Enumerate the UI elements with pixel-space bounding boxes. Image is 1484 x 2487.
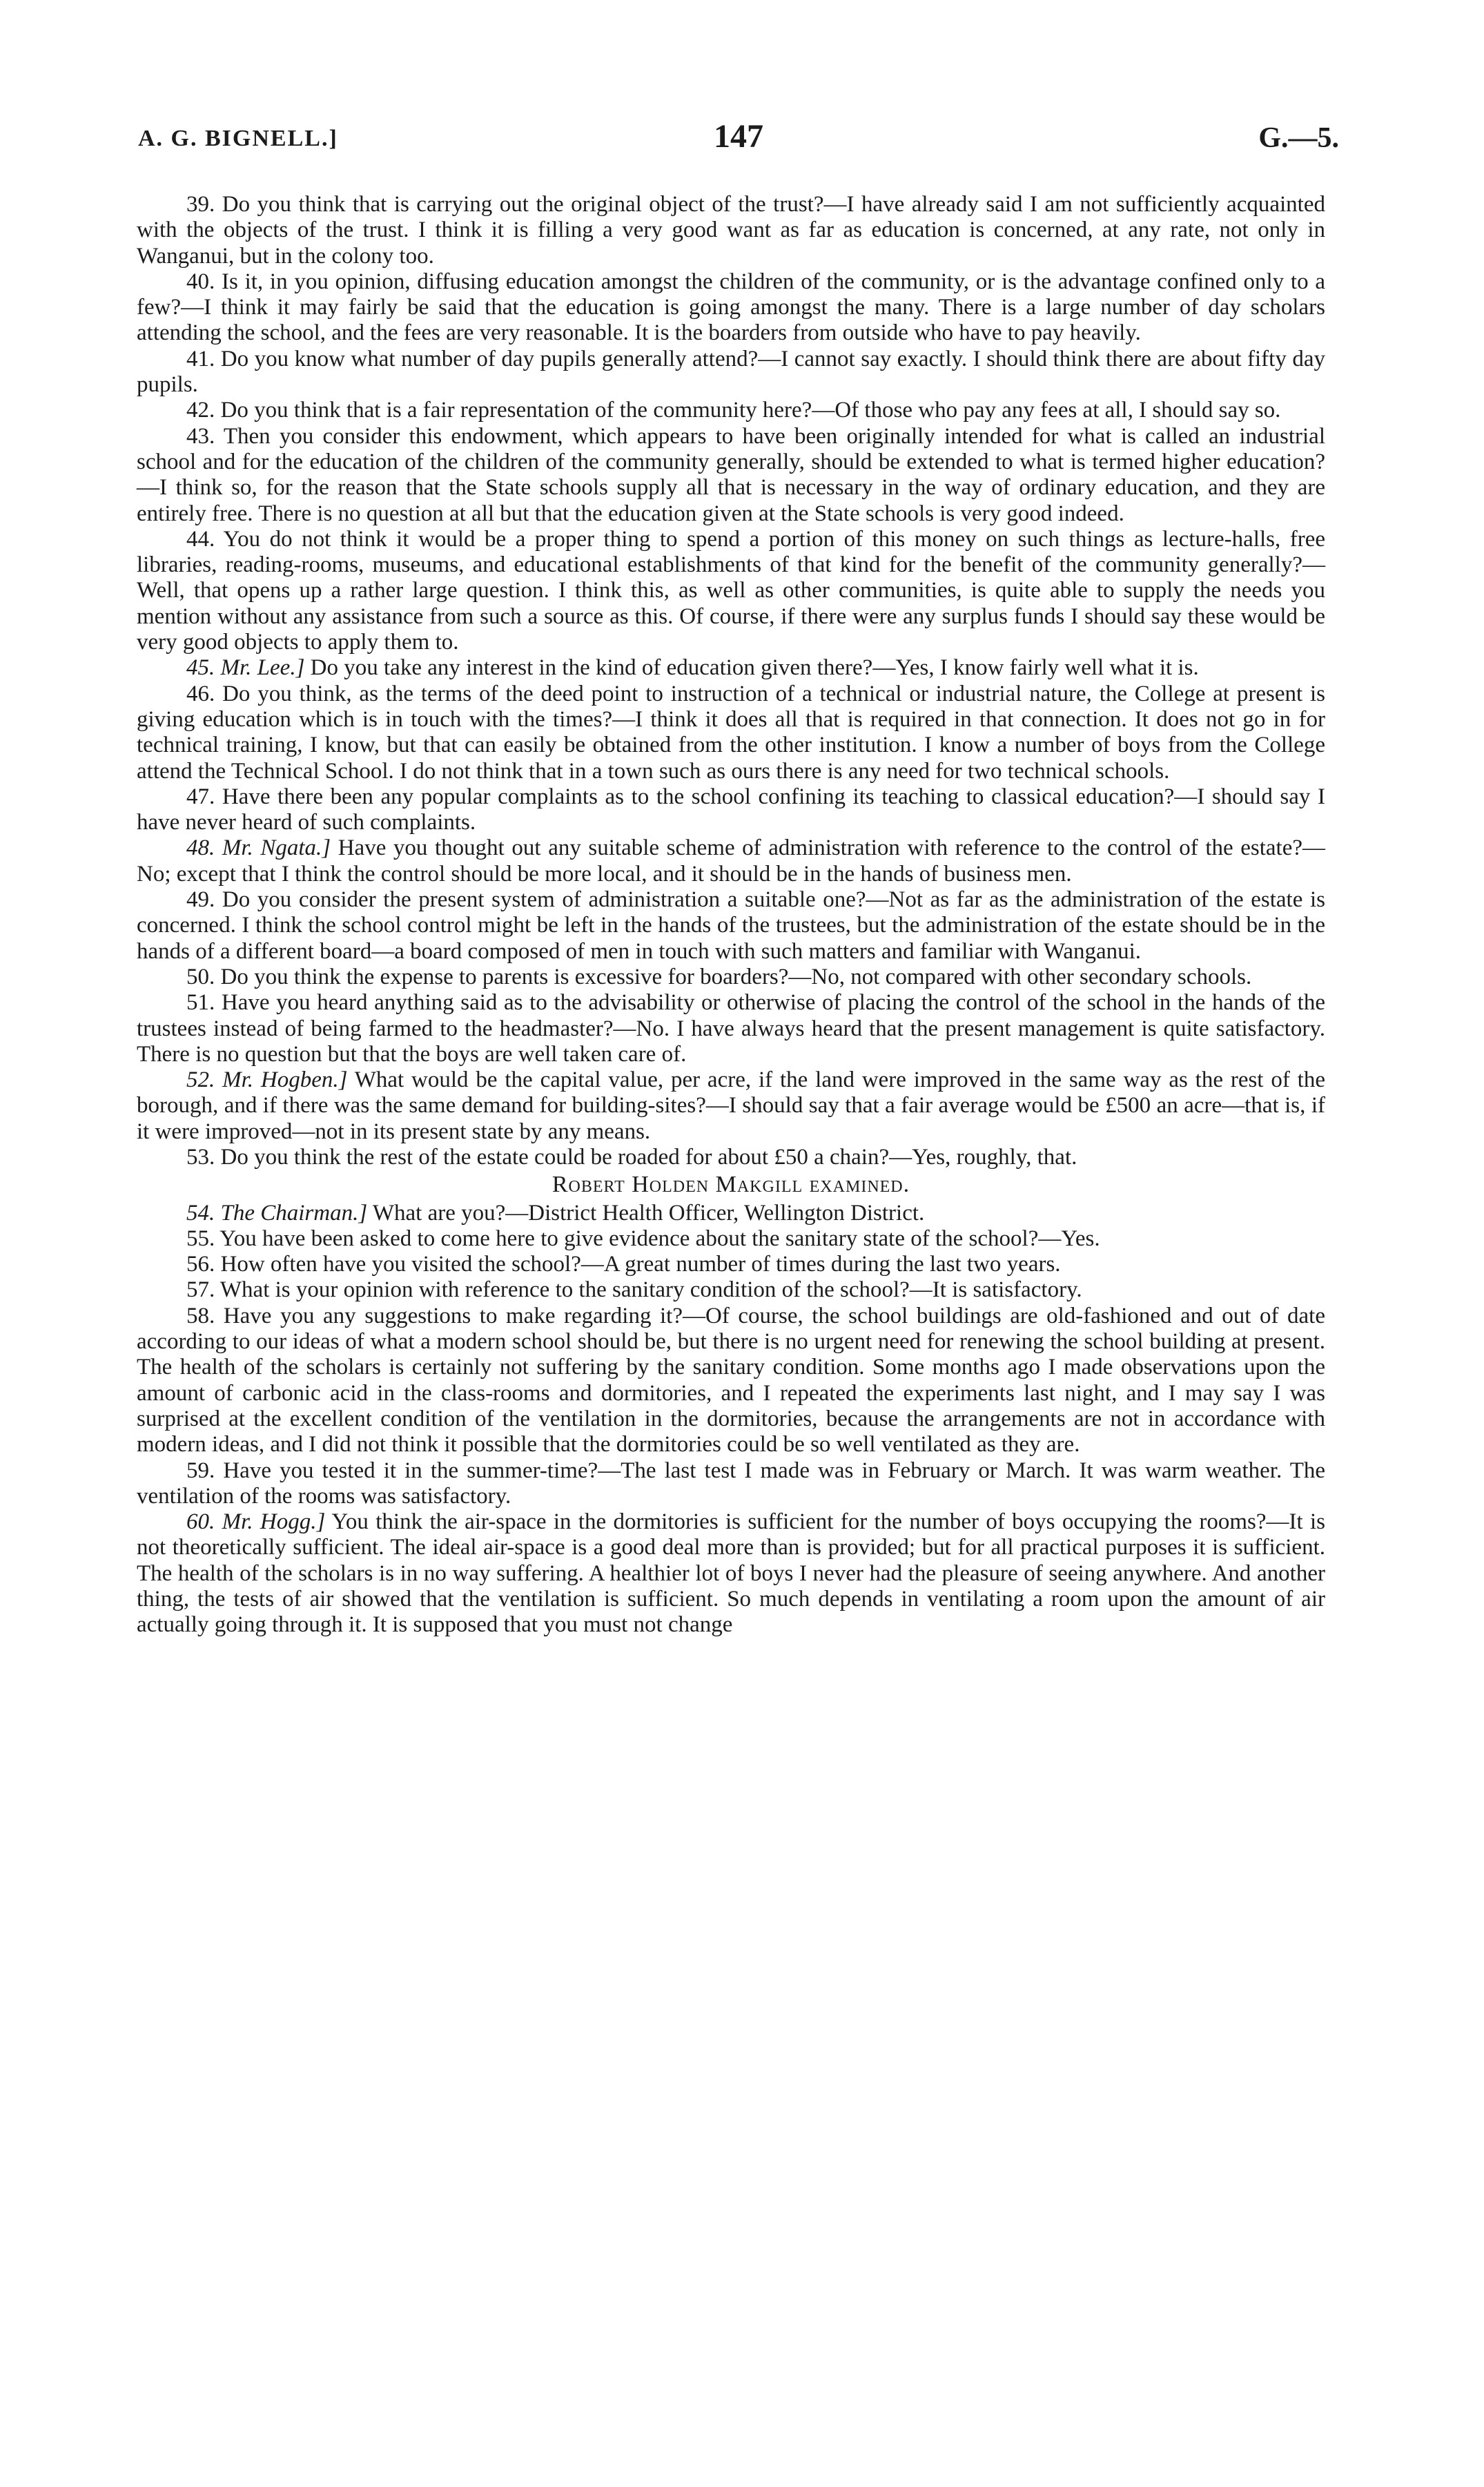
paragraph-text: 40. Is it, in you opinion, diffusing education amongst the children of the community, or is the advantage confined only to a few?—I think it may fairly be said that the education is going amongst the many. There is a large number of day scholars attending the school, and the fees are very reasonable. It is the boarders from outside who have to pay heavily.: [137, 269, 1325, 346]
question-answer-paragraph: [137, 784, 1325, 836]
question-answer-paragraph: [137, 1277, 1325, 1303]
paragraph-text: 43. Then you consider this endowment, which appears to have been originally intended for what is called an industrial school and for the education of the children of the community generally, should be extended to what is termed higher education?—I think so, for the reason that the State schools supply all that is necessary in the way of ordinary education, and they are entirely free. There is no question at all but that the education given at the State schools is very good indeed.: [137, 423, 1325, 526]
paragraph-text: 55. You have been asked to come here to give evidence about the sanitary state of the school?—Yes.: [186, 1226, 1100, 1251]
speaker-label: 48. Mr. Ngata.]: [186, 835, 331, 861]
question-answer-paragraph: [137, 424, 1325, 527]
document-reference: G.—5.: [1258, 122, 1339, 154]
question-answer-paragraph: [137, 835, 1325, 887]
page-body: [137, 192, 1325, 1638]
paragraph-text: 50. Do you think the expense to parents is excessive for boarders?—No, not compared with other secondary schools.: [186, 964, 1252, 989]
paragraph-text: Do you take any interest in the kind of education given there?—Yes, I know fairly well what it is.: [304, 655, 1199, 681]
question-answer-paragraph: [137, 1226, 1325, 1252]
paragraph-text: 46. Do you think, as the terms of the deed point to instruction of a technical or industrial nature, the College at present is giving education which is in touch with the times?—I think it does all that is required in that connection. It does not go in for technical training, I know, but that can easily be obtained from the other institution. I know a number of boys from the College attend the Technical School. I do not think that in a town such as ours there is any need for two technical schools.: [137, 681, 1325, 784]
question-answer-paragraph: [137, 965, 1325, 990]
paragraph-text: 51. Have you heard anything said as to the advisability or otherwise of placing the control of the school in the hands of the trustees instead of being farmed to the headmaster?—No. I have always heard that the present management is quite satisfactory. There is no question but that the boys are well taken care of.: [137, 990, 1325, 1067]
question-answer-paragraph: [137, 1201, 1325, 1226]
paragraph-text: Have you thought out any suitable scheme of administration with reference to the control of the estate?—No; except that I think the control should be more local, and it should be in the hands of business men.: [137, 835, 1325, 887]
header-witness-name: A. G. BIGNELL.]: [138, 126, 338, 151]
question-answer-paragraph: [137, 1067, 1325, 1145]
testimony-section-1: [137, 192, 1325, 1170]
paragraph-text: 44. You do not think it would be a proper thing to spend a portion of this money on such things as lecture-halls, free libraries, reading-rooms, museums, and educational establishments of that kind for the benefit of the community generally?—Well, that opens up a rather large question. I think this, as well as other communities, is quite able to supply the needs you mention without any assistance from such a source as this. Of course, if there were any surplus funds I should say these would be very good objects to apply them to.: [137, 526, 1325, 655]
speaker-label: 45. Mr. Lee.]: [186, 655, 305, 681]
testimony-section-2: [137, 1201, 1325, 1638]
paragraph-text: What are you?—District Health Officer, Wellington District.: [367, 1200, 925, 1226]
question-answer-paragraph: [137, 269, 1325, 347]
question-answer-paragraph: [137, 398, 1325, 423]
page-header: [138, 117, 1339, 166]
speaker-label: 54. The Chairman.]: [186, 1200, 368, 1226]
paragraph-text: 53. Do you think the rest of the estate could be roaded for about £50 a chain?—Yes, roughly, that.: [186, 1144, 1077, 1170]
question-answer-paragraph: [137, 681, 1325, 784]
speaker-label: 60. Mr. Hogg.]: [186, 1509, 326, 1535]
question-answer-paragraph: [137, 347, 1325, 398]
paragraph-text: 47. Have there been any popular complaints as to the school confining its teaching to classical education?—I should say I have never heard of such complaints.: [137, 784, 1325, 835]
paragraph-text: 49. Do you consider the present system of administration a suitable one?—Not as far as the administration of the estate is concerned. I think the school control might be left in the hands of the trustees, but the administration of the estate should be in the hands of a different board—a board composed of men in touch with such matters and familiar with Wanganui.: [137, 887, 1325, 964]
question-answer-paragraph: [137, 192, 1325, 269]
paragraph-text: You think the air-space in the dormitories is sufficient for the number of boys occupying the rooms?—It is not theoretically sufficient. The ideal air-space is a good deal more than is provided; but for all practical purposes it is sufficient. The health of the scholars is in no way suffering. A healthier lot of boys I never had the pleasure of seeing anywhere. And another thing, the tests of air showed that the ventilation is sufficient. So much depends in ventilating a room upon the amount of air actually going through it. It is supposed that you must not change: [137, 1509, 1325, 1638]
question-answer-paragraph: [137, 527, 1325, 655]
question-answer-paragraph: [137, 1252, 1325, 1277]
paragraph-text: 41. Do you know what number of day pupils generally attend?—I cannot say exactly. I should think there are about fifty day pupils.: [137, 346, 1325, 398]
question-answer-paragraph: [137, 1458, 1325, 1510]
page-number: 147: [714, 118, 763, 155]
question-answer-paragraph: [137, 887, 1325, 965]
question-answer-paragraph: [137, 1304, 1325, 1458]
paragraph-text: 57. What is your opinion with reference to the sanitary condition of the school?—It is satisfactory.: [186, 1277, 1082, 1303]
question-answer-paragraph: [137, 1145, 1325, 1170]
paragraph-text: 42. Do you think that is a fair representation of the community here?—Of those who pay any fees at all, I should say so.: [186, 398, 1281, 423]
paragraph-text: What would be the capital value, per acre, if the land were improved in the same way as the rest of the borough, and if there was the same demand for building-sites?—I should say that a fair average would be £500 an acre—that is, if it were improved—not in its present state by any means.: [137, 1067, 1325, 1144]
paragraph-text: 59. Have you tested it in the summer-time?—The last test I made was in February or March. It was warm weather. The ventilation of the rooms was satisfactory.: [137, 1458, 1325, 1509]
paragraph-text: 39. Do you think that is carrying out the original object of the trust?—I have already said I am not sufficiently acquainted with the objects of the trust. I think it is filling a very good want as far as education is concerned, at any rate, not only in Wanganui, but in the colony too.: [137, 192, 1325, 269]
question-answer-paragraph: [137, 990, 1325, 1067]
question-answer-paragraph: [137, 1509, 1325, 1638]
paragraph-text: 56. How often have you visited the school?—A great number of times during the last two years.: [186, 1252, 1061, 1277]
question-answer-paragraph: [137, 655, 1325, 681]
speaker-label: 52. Mr. Hogben.]: [186, 1067, 348, 1093]
paragraph-text: 58. Have you any suggestions to make regarding it?—Of course, the school buildings are old-fashioned and out of date according to our ideas of what a modern school should be, but there is no urgent need for renewing the school building at present. The health of the scholars is certainly not suffering by the sanitary condition. Some months ago I made observations upon the amount of carbonic acid in the class-rooms and dormitories, and I repeated the experiments last night, and I may say I was surprised at the excellent condition of the ventilation in the dormitories, because the arrangements are not in accordance with modern ideas, and I did not think it possible that the dormitories could be so well ventilated as they are.: [137, 1303, 1325, 1458]
section-heading: Robert Holden Makgill examined.: [551, 1172, 910, 1198]
